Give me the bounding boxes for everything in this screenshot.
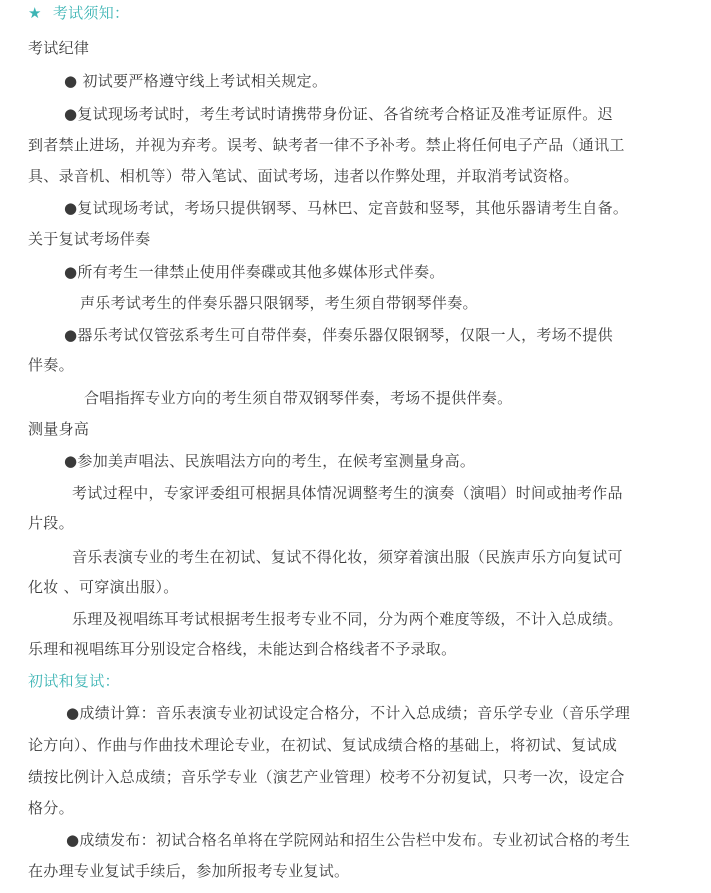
accompaniment-p3-line1: ●器乐考试仅管弦系考生可自带伴奏，伴奏乐器仅限钢琴，仅限一人，考场不提供: [64, 326, 613, 344]
notice-title: 考试须知：: [52, 4, 130, 22]
rounds-p1-line1: ●成绩计算：音乐表演专业初试设定合格分，不计入总成绩；音乐学专业（音乐学理: [66, 704, 631, 722]
discipline-p2-line2: 到者禁止进场，并视为弃考。误考、缺考者一律不予补考。禁止将任何电子产品（通讯工: [28, 136, 625, 154]
discipline-p1: ● 初试要严格遵守线上考试相关规定。: [64, 72, 328, 90]
height-p3-line2: 化妆 、可穿演出服）。: [28, 578, 179, 596]
rounds-p2-line2: 在办理专业复试手续后，参加所报考专业复试。: [28, 862, 350, 880]
star-icon: ★: [28, 4, 42, 22]
rounds-p1-line3: 绩按比例计入总成绩；音乐学专业（演艺产业管理）校考不分初复试，只考一次，设定合: [28, 768, 625, 786]
rounds-p1-line4: 格分。: [28, 799, 74, 817]
accompaniment-p1: ●所有考生一律禁止使用伴奏碟或其他多媒体形式伴奏。: [64, 263, 445, 281]
rounds-p2-line1: ●成绩发布：初试合格名单将在学院网站和招生公告栏中发布。专业初试合格的考生: [66, 831, 631, 849]
rounds-p1-line2: 论方向）、作曲与作曲技术理论专业，在初试、复试成绩合格的基础上，将初试、复试成: [28, 736, 618, 754]
accompaniment-heading: 关于复试考场伴奏: [28, 230, 151, 248]
accompaniment-p3-line2: 伴奏。: [28, 356, 74, 374]
height-p2-line1: 考试过程中，专家评委组可根据具体情况调整考生的演奏（演唱）时间或抽考作品: [72, 484, 623, 502]
accompaniment-p2: 声乐考试考生的伴奏乐器只限钢琴，考生须自带钢琴伴奏。: [80, 294, 478, 312]
height-p4-line2: 乐理和视唱练耳分别设定合格线，未能达到合格线者不予录取。: [28, 640, 457, 658]
discipline-p2-line3: 具、录音机、相机等）带入笔试、面试考场，违者以作弊处理，并取消考试资格。: [28, 167, 579, 185]
height-p3-line1: 音乐表演专业的考生在初试、复试不得化妆，须穿着演出服（民族声乐方向复试可: [72, 548, 623, 566]
discipline-p2-line1: ●复试现场考试时，考生考试时请携带身份证、各省统考合格证及准考证原件。迟: [64, 105, 613, 123]
notice-header: [28, 3, 129, 23]
discipline-p3: ●复试现场考试，考场只提供钢琴、马林巴、定音鼓和竖琴，其他乐器请考生自备。: [64, 199, 629, 217]
accompaniment-p4: 合唱指挥专业方向的考生须自带双钢琴伴奏，考场不提供伴奏。: [84, 389, 513, 407]
height-p2-line2: 片段。: [28, 514, 74, 532]
height-p1: ●参加美声唱法、民族唱法方向的考生，在候考室测量身高。: [64, 452, 476, 470]
height-heading: 测量身高: [28, 420, 90, 438]
height-p4-line1: 乐理及视唱练耳考试根据考生报考专业不同，分为两个难度等级，不计入总成绩。: [72, 610, 623, 628]
rounds-heading: 初试和复试：: [28, 672, 120, 690]
discipline-heading: 考试纪律: [28, 39, 90, 57]
